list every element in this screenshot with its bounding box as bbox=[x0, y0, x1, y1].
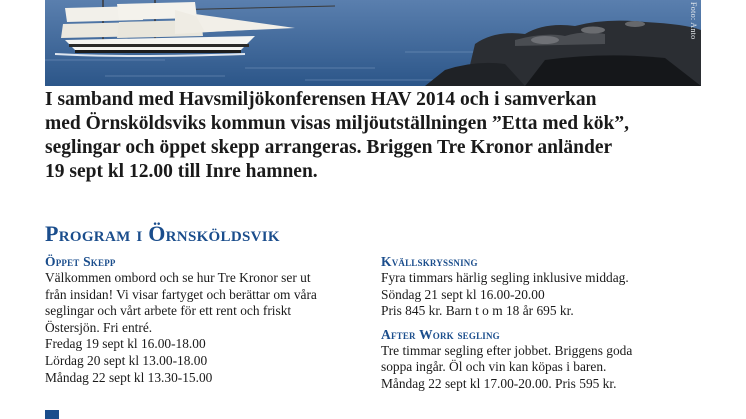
intro-paragraph bbox=[45, 88, 705, 184]
section-oppet-skepp bbox=[45, 254, 365, 386]
section-line: seglingar och vårt arbete för ett rent och friskt bbox=[45, 303, 292, 319]
section-line: Lördag 20 sept kl 13.00-18.00 bbox=[45, 352, 208, 368]
section-line: Fyra timmars härlig segling inklusive middag. bbox=[381, 270, 629, 285]
section-line: från insidan! Vi visar fartyget och berättar om våra bbox=[45, 286, 317, 302]
section-line: Välkommen ombord och se hur Tre Kronor ser ut bbox=[45, 270, 311, 285]
program-heading: Program i Örnsköldsvik bbox=[45, 221, 280, 246]
section-line: soppa ingår. Öl och vin kan köpas i baren. bbox=[381, 359, 607, 375]
section-kvallskryssning bbox=[381, 254, 711, 320]
section-title: After Work segling bbox=[381, 326, 500, 342]
section-line: Fredag 19 sept kl 16.00-18.00 bbox=[45, 336, 206, 352]
intro-line: seglingar och öppet skepp arrangeras. Briggen Tre Kronor anländer bbox=[45, 137, 613, 158]
section-text bbox=[381, 270, 711, 320]
section-line: Tre timmar segling efter jobbet. Briggens goda bbox=[381, 342, 633, 358]
intro-line: I samband med Havsmiljökonferensen HAV 2014 och i samverkan bbox=[45, 89, 597, 110]
section-title: Öppet Skepp bbox=[45, 254, 116, 269]
section-gap bbox=[381, 320, 711, 327]
section-line: Pris 845 kr. Barn t o m 18 år 695 kr. bbox=[381, 303, 574, 319]
section-text bbox=[381, 343, 711, 393]
program-left-column bbox=[45, 254, 365, 386]
section-line: Östersjön. Fri entré. bbox=[45, 319, 153, 335]
section-line: Söndag 21 sept kl 16.00-20.00 bbox=[381, 286, 545, 302]
program-right-column bbox=[381, 254, 711, 393]
section-text bbox=[45, 270, 365, 386]
header-photo bbox=[45, 0, 701, 86]
intro-line: 19 sept kl 12.00 till Inre hamnen. bbox=[45, 161, 318, 182]
section-after-work bbox=[381, 327, 711, 393]
section-line: Måndag 22 sept kl 17.00-20.00. Pris 595 kr. bbox=[381, 375, 617, 391]
tall-ship-photo bbox=[45, 0, 701, 86]
section-title: Kvällskryssning bbox=[381, 254, 478, 269]
photo-credit: Foto: Anto bbox=[689, 2, 698, 40]
section-line: Måndag 22 sept kl 13.30-15.00 bbox=[45, 369, 213, 385]
next-section-title-fragment bbox=[45, 410, 59, 419]
intro-line: med Örnsköldsviks kommun visas miljöutställningen ”Etta med kök”, bbox=[45, 113, 630, 134]
